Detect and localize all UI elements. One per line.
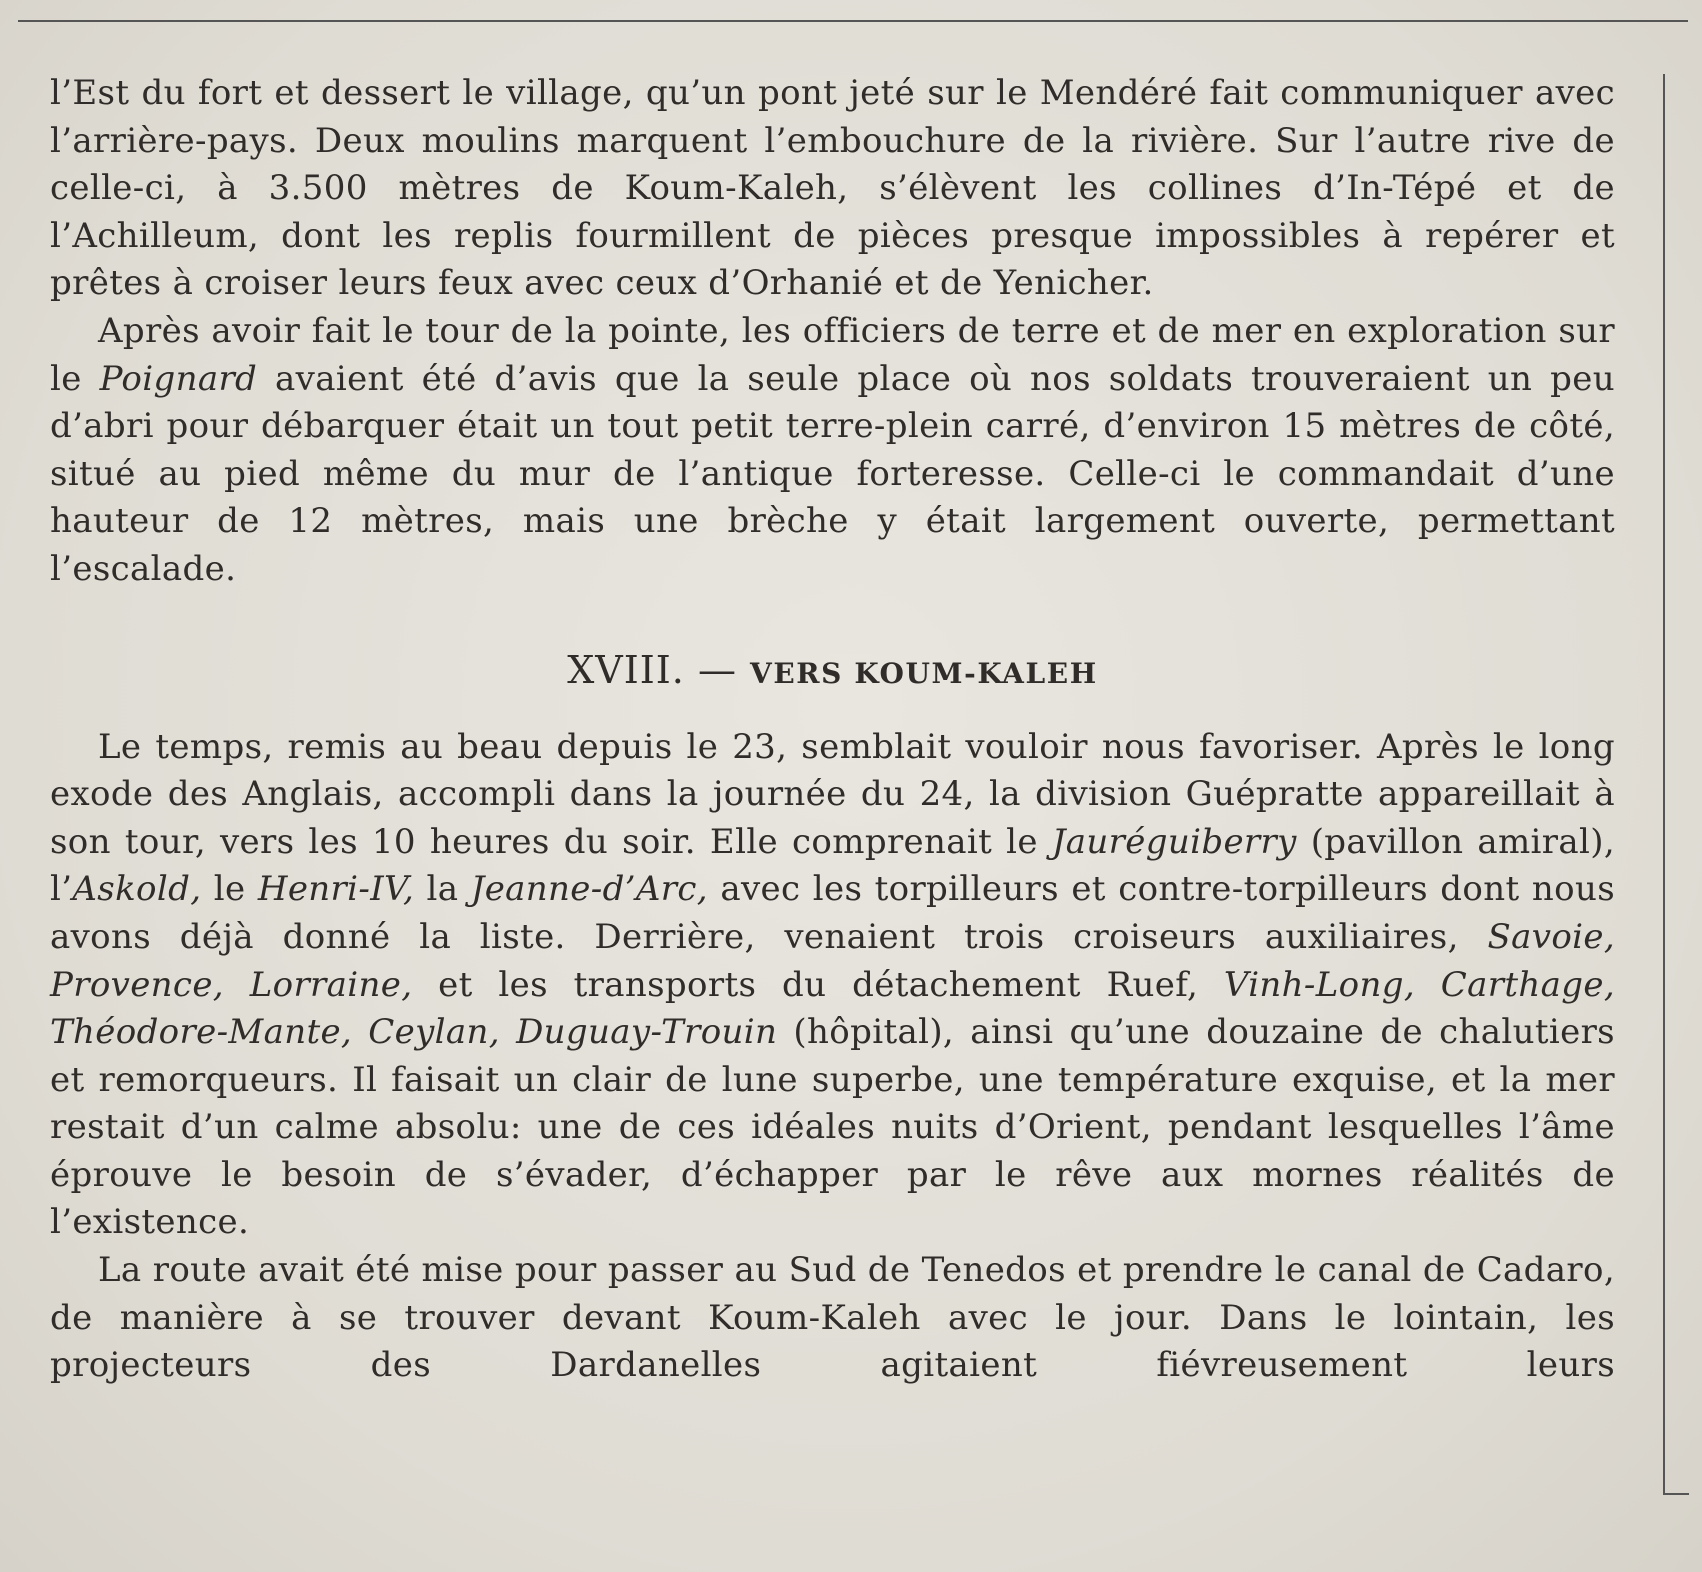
ship-name: Jauréguiberry xyxy=(1051,821,1297,862)
paragraph-text: la xyxy=(414,869,471,910)
paragraph-text: (pavillon amiral), l’ xyxy=(50,821,1615,910)
section-title: VERS KOUM-KALEH xyxy=(750,656,1098,690)
ship-name: Askold, xyxy=(72,869,202,910)
paragraph-route xyxy=(50,1247,1615,1390)
paragraph-text: l’Est du fort et dessert le village, qu’un pont jeté sur le Mendéré fait communiquer avec l’arrière-pays. Deux moulins marquent l’embouchure de la rivière. Sur l’autre rive de celle-ci, à 3.500 mètres de Koum-Kaleh, s’élèvent les collines d’In-Tépé et de l’Achilleum, dont les replis fourmillent de pièces presque impossibles à repérer et prêtes à croiser leurs feux avec ceux d’Orhanié et de Yenicher. xyxy=(50,73,1615,304)
paragraph-text: avec les torpilleurs et contre-torpilleurs dont nous avons déjà donné la liste. Derrière, venaient trois croiseurs auxiliaires, xyxy=(50,869,1615,957)
section-heading xyxy=(50,646,1615,698)
paragraph-text: avaient été d’avis que la seule place où nos soldats trouveraient un peu d’abri pour débarquer était un tout petit terre-plein carré, d’environ 15 mètres de côté, situé au pied même du mur de l’antique forteresse. Celle-ci le commandait d’une hauteur de 12 mètres, mais une brèche y était largement ouverte, permettant l’escalade. xyxy=(50,358,1615,589)
paragraph-continuation xyxy=(50,70,1615,308)
paragraph-text: Après avoir fait le tour de la pointe, les officiers de terre et de mer en exploration sur le xyxy=(50,310,1615,399)
ship-name: Jeanne-d’Arc, xyxy=(470,869,708,910)
paragraph-text: La route avait été mise pour passer au Sud de Tenedos et prendre le canal de Cadaro, de manière à se trouver devant Koum-Kaleh avec le jour. Dans le lointain, les projecteurs des Dardanelles agitaient fiévreusement leurs xyxy=(50,1250,1615,1386)
top-rule xyxy=(18,20,1688,22)
text-block xyxy=(50,70,1615,1390)
section-dash: — xyxy=(697,647,737,692)
section-number: XVIII. xyxy=(567,647,685,692)
margin-rule-foot xyxy=(1663,1493,1689,1495)
ship-names: Vinh-Long, Carthage, Théodore-Mante, Ceylan, Duguay-Trouin xyxy=(50,964,1615,1053)
margin-rule xyxy=(1663,74,1665,1494)
paragraph-text: Le temps, remis au beau depuis le 23, semblait vouloir nous favoriser. Après le long exode des Anglais, accompli dans la journée du 24, la division Guépratte appareillait à son tour, vers les 10 heures du soir. Elle comprenait le xyxy=(50,726,1615,862)
paragraph-text: le xyxy=(201,869,258,910)
ship-name: Poignard xyxy=(99,358,258,399)
ship-name: Henri-IV, xyxy=(257,869,415,910)
paragraph-poignard xyxy=(50,308,1615,594)
paragraph-text: (hôpital), ainsi qu’une douzaine de chalutiers et remorqueurs. Il faisait un clair de lune superbe, une température exquise, et la mer restait d’un calme absolu: une de ces idéales nuits d’Orient, pendant lesquelles l’âme éprouve le besoin de s’évader, d’échapper par le rêve aux mornes réalités de l’existence. xyxy=(50,1012,1615,1243)
paragraph-temps xyxy=(50,724,1615,1248)
paragraph-text: et les transports du détachement Ruef, xyxy=(412,964,1224,1005)
ship-names: Savoie, Provence, Lorraine, xyxy=(50,916,1615,1005)
